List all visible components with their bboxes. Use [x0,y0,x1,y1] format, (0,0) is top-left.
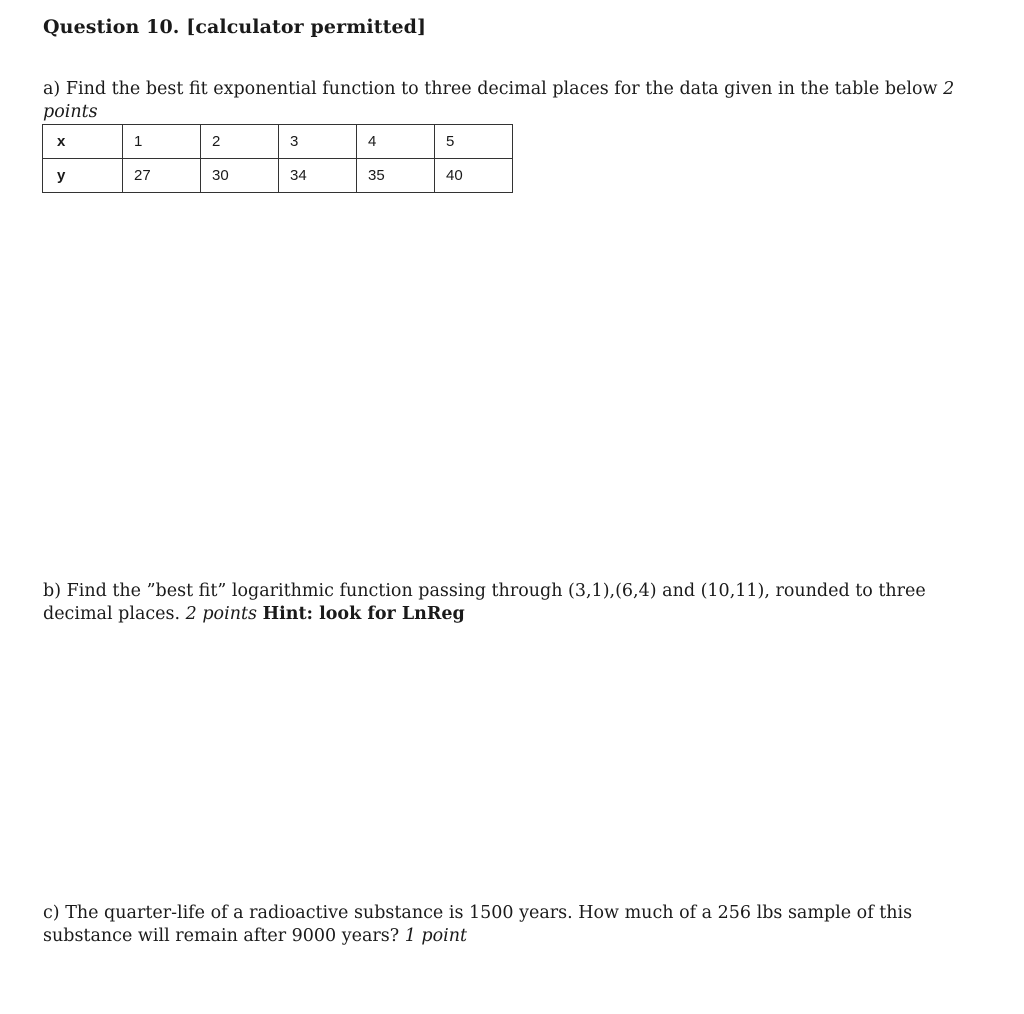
x-header-cell: x [43,125,123,159]
y-value-cell: 30 [201,159,279,193]
y-value-cell: 27 [123,159,201,193]
part-c-points: 1 point [404,926,468,946]
x-value-cell: 3 [279,125,357,159]
part-a-prompt [43,78,973,124]
table-row-y [43,159,513,193]
data-table [42,124,513,193]
x-value-cell: 5 [435,125,513,159]
y-value-cell: 35 [357,159,435,193]
part-b-text: b) Find the ”best fit” logarithmic function passing through (3,1),(6,4) and (10,11), rounded to three decimal places. [43,581,926,624]
y-value-cell: 34 [279,159,357,193]
question-number: Question 10. [43,16,180,38]
part-a-text: a) Find the best fit exponential function to three decimal places for the data given in the table below [43,79,938,99]
x-value-cell: 4 [357,125,435,159]
y-value-cell: 40 [435,159,513,193]
y-header-cell: y [43,159,123,193]
table-row-x [43,125,513,159]
part-a-points: 2 points [43,79,955,122]
question-title [43,16,426,38]
part-c-text: c) The quarter-life of a radioactive substance is 1500 years. How much of a 256 lbs sample of this substance will remain after 9000 years? [43,903,913,946]
part-b-points: 2 points [185,604,257,624]
part-b-prompt [43,580,973,626]
part-c-prompt [43,902,973,948]
part-b-hint: Hint: look for LnReg [262,604,465,624]
x-value-cell: 2 [201,125,279,159]
question-qualifier: [calculator permitted] [186,16,427,38]
x-value-cell: 1 [123,125,201,159]
